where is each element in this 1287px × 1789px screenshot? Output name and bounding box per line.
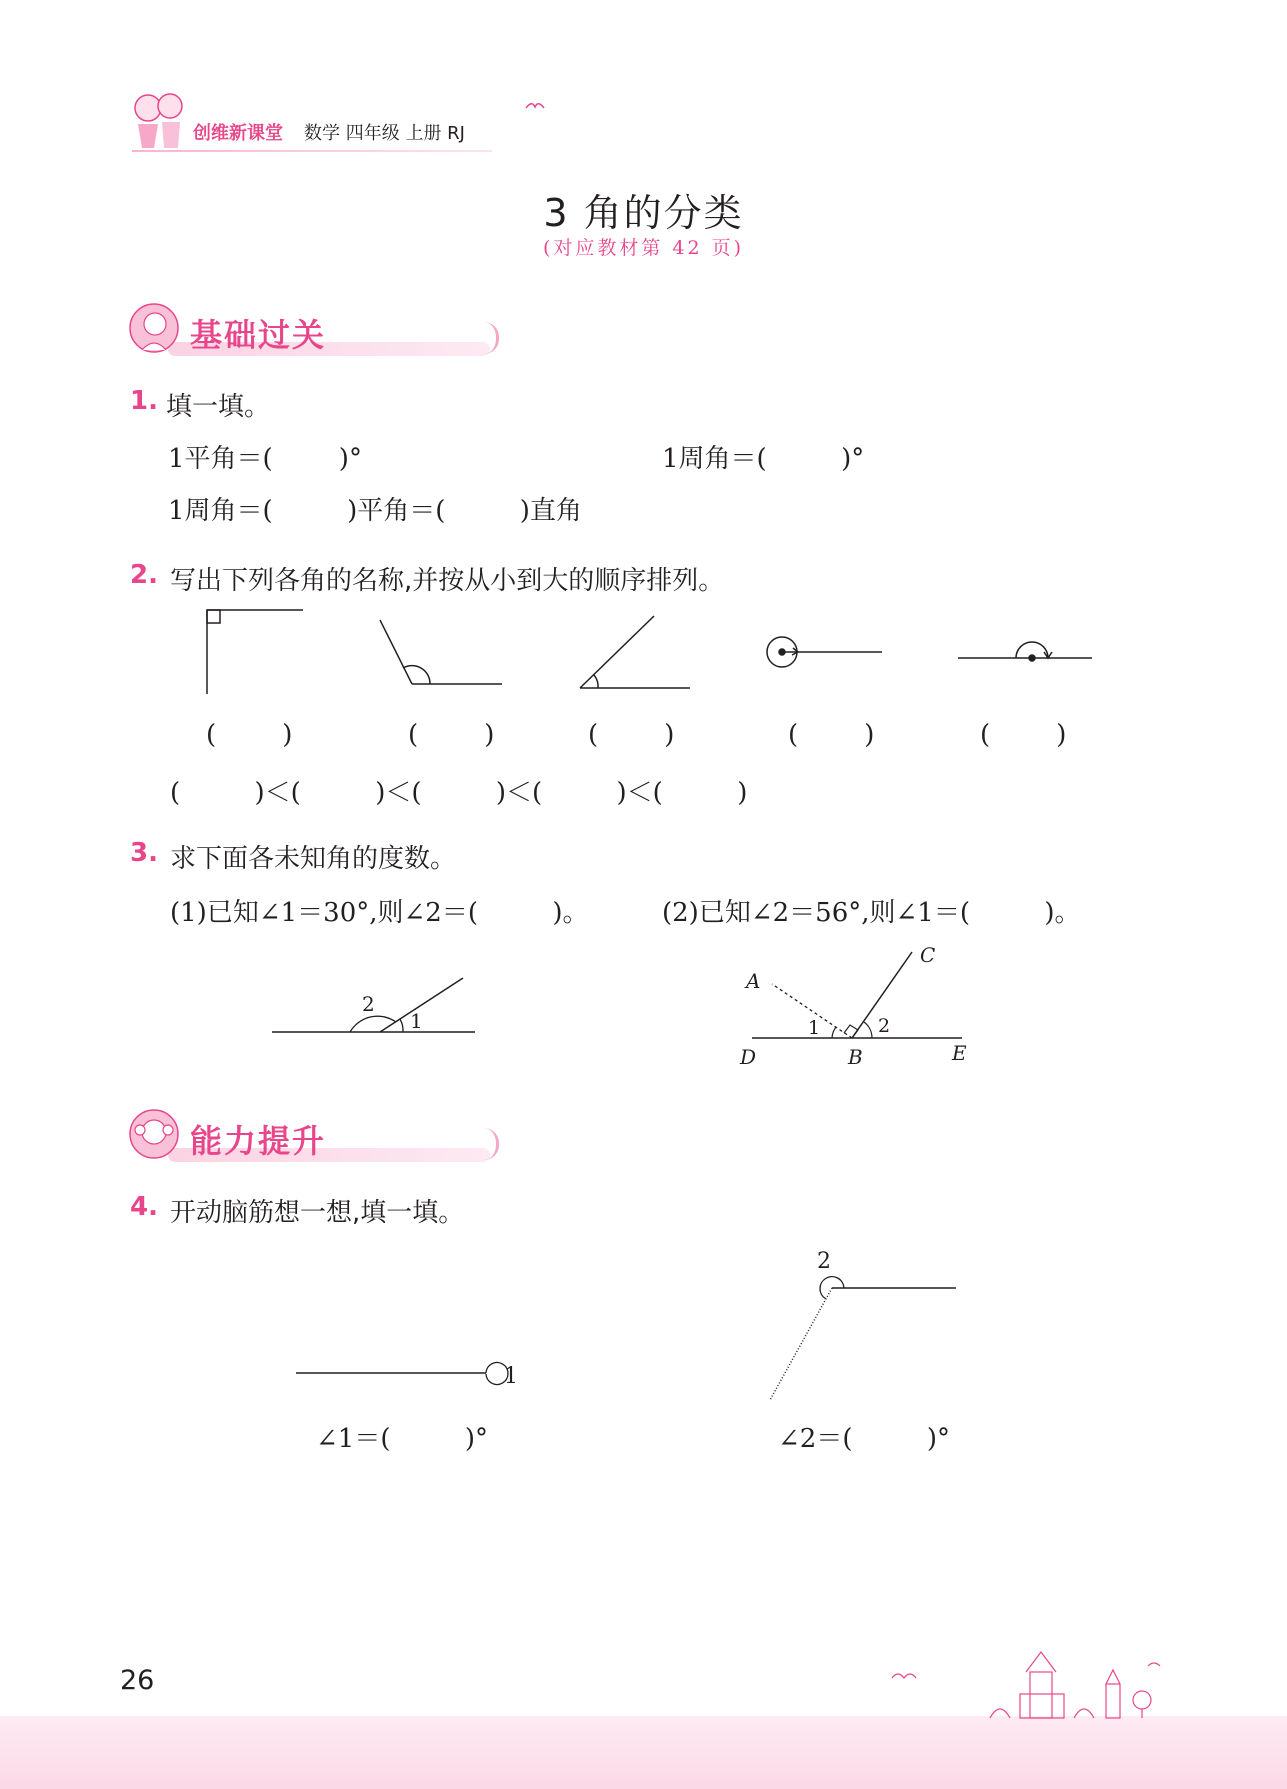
right-angle-figure	[207, 610, 303, 694]
question-number: 2.	[130, 560, 158, 590]
q3-part2: (2)已知∠2＝56°,则∠1＝( )。	[662, 898, 1081, 928]
question-number: 4.	[130, 1192, 158, 1222]
obtuse-angle-figure	[380, 620, 502, 684]
question-text: 写出下列各角的名称,并按从小到大的顺序排列。	[170, 566, 725, 596]
angle-label-1: 1	[808, 1017, 821, 1039]
angle-figures	[180, 600, 1120, 710]
page-header	[0, 0, 1287, 170]
q4-answer-1[interactable]: ∠1＝( )°	[316, 1424, 488, 1454]
angle-label-1: 1	[504, 1364, 518, 1389]
angle-name-blank[interactable]: ( )	[408, 720, 495, 750]
angle-label-2: 2	[817, 1249, 831, 1274]
angle-name-blank[interactable]: ( )	[788, 720, 875, 750]
section-title: 基础过关	[190, 316, 327, 354]
question-text: 开动脑筋想一想,填一填。	[170, 1198, 465, 1228]
lesson-title: 3 角的分类	[543, 191, 744, 235]
header-underline	[132, 150, 492, 152]
kids-mascot-icon	[128, 88, 188, 154]
book-subject: 数学 四年级 上册 RJ	[304, 123, 465, 144]
textbook-reference: (对应教材第 42 页)	[542, 237, 745, 259]
section-banner-advanced	[128, 1108, 508, 1164]
full-angle-figure	[767, 637, 882, 667]
point-label-a: A	[746, 969, 761, 993]
question-number: 1.	[130, 386, 158, 416]
q3-figure-1	[260, 960, 500, 1040]
section-banner-basic	[128, 302, 508, 358]
point-label-c: C	[920, 943, 936, 967]
q1-line-straight-angle: 1平角＝( )°	[168, 444, 362, 474]
ordering-line[interactable]: ( )＜( )＜( )＜( )＜( )	[170, 778, 748, 808]
point-label-d: D	[740, 1045, 757, 1069]
angle-name-blank[interactable]: ( )	[980, 720, 1067, 750]
q1-line-full-angle: 1周角＝( )°	[662, 444, 865, 474]
page-number: 26	[120, 1665, 155, 1696]
point-label-e: E	[952, 1041, 967, 1065]
q4-zero-angle-figure	[288, 1350, 528, 1400]
q3-part1: (1)已知∠1＝30°,则∠2＝( )。	[170, 898, 589, 928]
question-text: 求下面各未知角的度数。	[170, 844, 457, 874]
q4-answer-2[interactable]: ∠2＝( )°	[778, 1424, 950, 1454]
angle-name-blank[interactable]: ( )	[206, 720, 293, 750]
section-title: 能力提升	[190, 1122, 327, 1160]
point-label-b: B	[848, 1045, 863, 1069]
q1-line-conversion: 1周角＝( )平角＝( )直角	[168, 496, 582, 526]
banner-tail	[484, 1128, 499, 1160]
straight-angle-figure	[958, 642, 1092, 661]
acute-angle-figure	[580, 616, 690, 688]
angle-name-blank[interactable]: ( )	[588, 720, 675, 750]
castle-decoration-icon	[880, 1648, 1170, 1720]
angle-label-1: 1	[410, 1009, 423, 1033]
question-text: 填一填。	[166, 392, 271, 422]
angle-label-2: 2	[362, 992, 375, 1016]
q3-figure-2	[730, 940, 990, 1070]
footer-band	[0, 1716, 1287, 1789]
brand-name: 创维新课堂	[193, 123, 283, 144]
angle-label-2: 2	[878, 1015, 891, 1037]
question-number: 3.	[130, 838, 158, 868]
monkey-mascot-icon	[128, 1108, 180, 1160]
bird-icon	[524, 98, 546, 116]
banner-tail	[484, 322, 499, 354]
girl-mascot-icon	[128, 302, 180, 354]
q4-reflex-angle-figure	[760, 1240, 970, 1410]
